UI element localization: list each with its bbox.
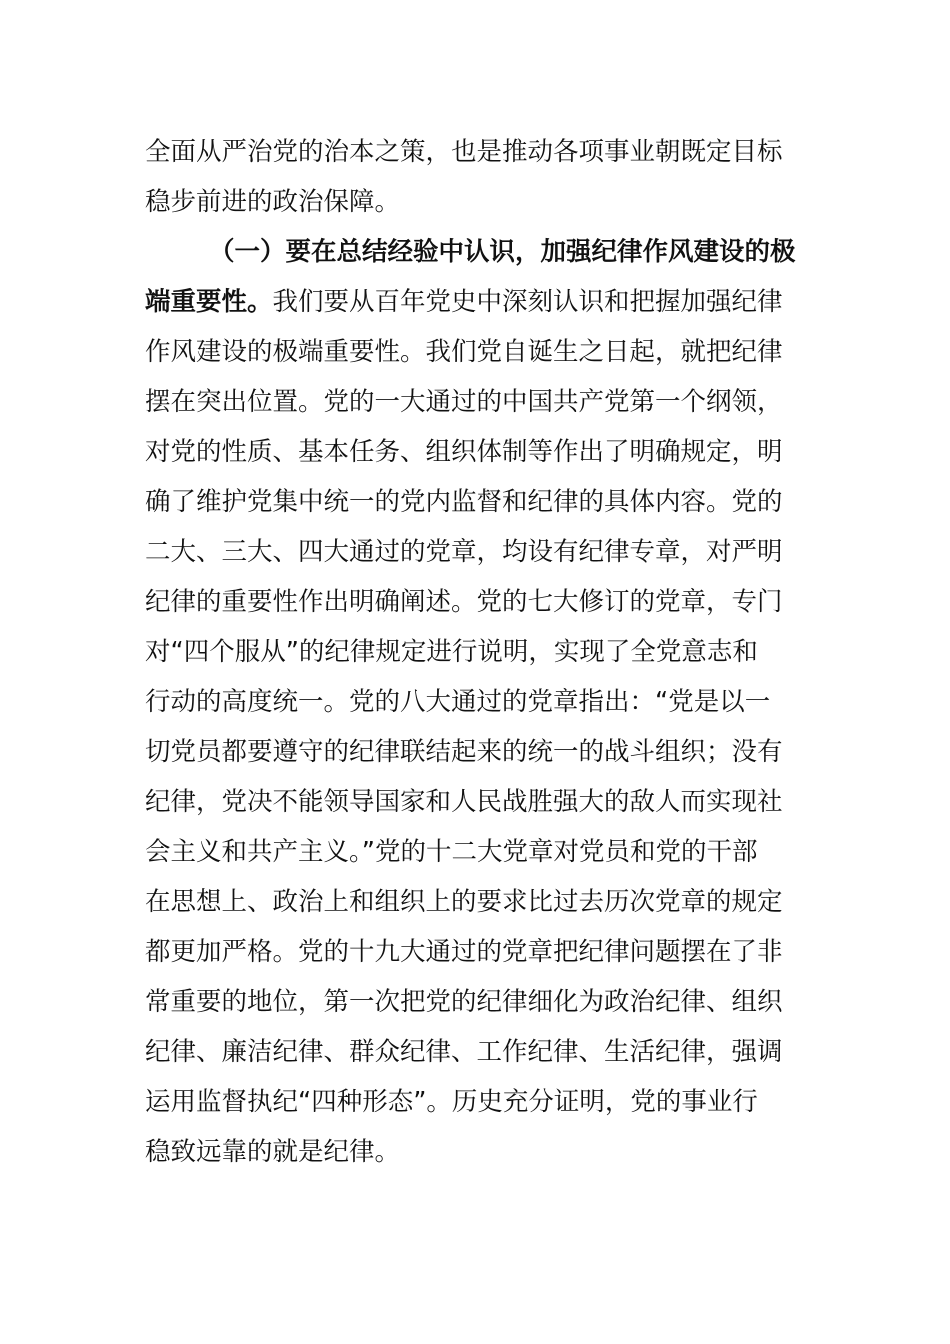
text-line: 纪律，党决不能领导国家和人民战胜强大的敌人而实现社 [145, 787, 783, 817]
text-fragment: 我们要从百年党史中深刻认识和把握加强纪律 [272, 287, 783, 317]
text-line: 对“四个服从”的纪律规定进行说明，实现了全党意志和 [145, 637, 758, 667]
section-heading-tail: 端重要性。 [145, 287, 273, 317]
text-line: 对党的性质、基本任务、组织体制等作出了明确规定，明 [145, 437, 783, 467]
text-line: 常重要的地位，第一次把党的纪律细化为政治纪律、组织 [145, 987, 783, 1017]
text-line: 二大、三大、四大通过的党章，均设有纪律专章，对严明 [145, 537, 783, 567]
text-line [145, 277, 785, 327]
text-line: 确了维护党集中统一的党内监督和纪律的具体内容。党的 [145, 487, 783, 517]
text-line: 切党员都要遵守的纪律联结起来的统一的战斗组织；没有 [145, 737, 783, 767]
paragraph-section-one [145, 227, 796, 1177]
text-line: 稳致远靠的就是纪律。 [145, 1137, 401, 1167]
text-line: 稳步前进的政治保障。 [145, 187, 401, 217]
section-heading: （一）要在总结经验中认识，加强纪律作风建设的极 [209, 237, 796, 267]
text-line: 都更加严格。党的十九大通过的党章把纪律问题摆在了非 [145, 937, 783, 967]
text-line: 摆在突出位置。党的一大通过的中国共产党第一个纲领， [145, 387, 783, 417]
text-line: 运用监督执纪“四种形态”。历史充分证明，党的事业行 [145, 1087, 758, 1117]
text-line: 行动的高度统一。党的八大通过的党章指出：“党是以一 [145, 687, 771, 717]
paragraph-intro [145, 127, 785, 227]
text-line: 全面从严治党的治本之策，也是推动各项事业朝既定目标 [145, 137, 783, 167]
text-line: 在思想上、政治上和组织上的要求比过去历次党章的规定 [145, 887, 783, 917]
text-line: 纪律、廉洁纪律、群众纪律、工作纪律、生活纪律，强调 [145, 1037, 783, 1067]
text-line: 纪律的重要性作出明确阐述。党的七大修订的党章，专门 [145, 587, 783, 617]
text-line: 作风建设的极端重要性。我们党自诞生之日起，就把纪律 [145, 337, 783, 367]
text-line: 会主义和共产主义。”党的十二大党章对党员和党的干部 [145, 837, 758, 867]
